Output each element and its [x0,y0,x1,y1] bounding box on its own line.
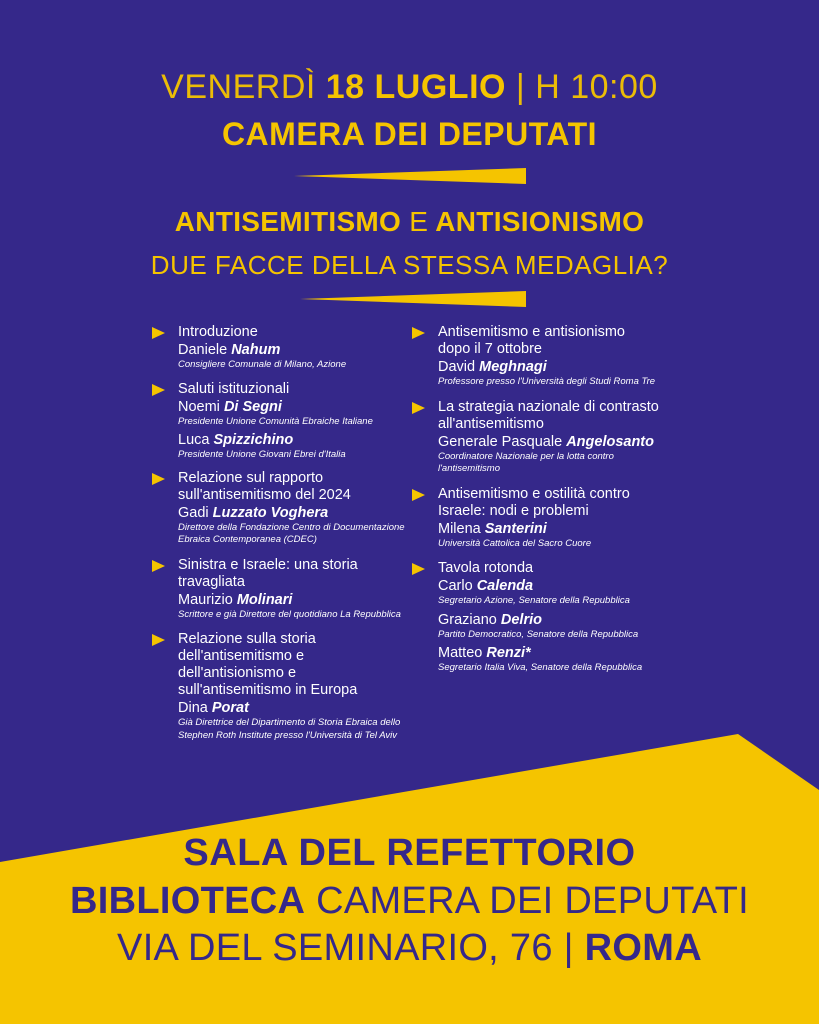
speaker-role-line: Direttore della Fondazione Centro di Documentazione [178,521,405,533]
date-separator: | [515,68,526,106]
speaker-role-line: Segretario Italia Viva, Senatore della Repubblica [438,662,643,673]
speaker-first-name: Gadi [178,504,209,521]
program-topic: all'antisemitismo [438,415,544,432]
address-separator: | [563,927,574,969]
speaker-role-line: Già Direttrice del Dipartimento di Storia Ebraica dello [178,717,401,728]
speaker-surname: Santerini [484,520,547,537]
speaker-role-line: l'antisemitismo [438,463,500,474]
speaker-surname: Di Segni [223,398,282,415]
speaker-surname: Molinari [236,591,293,608]
speaker-surname: Nahum [231,342,281,358]
location-city: ROMA [584,927,702,969]
event-date: 18 LUGLIO [325,68,506,106]
program-topic: Tavola rotonda [438,560,534,576]
speaker-first-name: Daniele [178,342,228,358]
speaker-role-line: Coordinatore Nazionale per la lotta contro [438,450,614,462]
speaker-first-name: Maurizio [178,591,233,608]
speaker-surname: Meghnagi [479,359,547,375]
speaker-role-line: Università Cattolica del Sacro Cuore [438,537,592,549]
title-term-1: ANTISEMITISMO [174,206,402,237]
program-topic: Saluti istituzionali [178,380,290,397]
program-topic: Antisemitismo e ostilità contro [438,485,630,502]
speaker-surname: Renzi* [486,645,531,661]
speaker-role-line: Segretario Azione, Senatore della Repubblica [438,595,630,606]
speaker-role-line: Presidente Unione Comunità Ebraiche Italiane [178,415,373,427]
program-topic: dopo il 7 ottobre [438,341,542,357]
speaker-role-line: Ebraica Contemporanea (CDEC) [178,534,317,545]
speaker-first-name: David [438,359,476,375]
speaker-first-name: Graziano [438,611,497,628]
speaker-role-line: Partito Democratico, Senatore della Repubblica [438,628,639,640]
conference-subtitle: DUE FACCE DELLA STESSA MEDAGLIA? [150,250,669,280]
program-topic: La strategia nazionale di contrasto [438,398,659,415]
speaker-first-name: Carlo [438,578,473,594]
program-topic: sull'antisemitismo in Europa [178,682,358,698]
speaker-surname: Angelosanto [566,433,654,450]
location-chamber: CAMERA DEI DEPUTATI [316,880,749,922]
speaker-role-line: Consigliere Comunale di Milano, Azione [178,359,347,370]
speaker-role-line: Presidente Unione Giovani Ebrei d'Italia [178,449,346,460]
program-topic: Sinistra e Israele: una storia [178,556,358,573]
program-topic: dell'antisionismo e [178,665,297,681]
speaker-first-name: Generale Pasquale [438,433,563,450]
speaker-first-name: Matteo [438,645,483,661]
location-library: BIBLIOTECA [70,880,306,922]
program-topic: Relazione sulla storia [178,631,316,647]
program-topic: travagliata [178,573,245,590]
program-topic: Relazione sul rapporto [178,469,324,486]
speaker-surname: Calenda [476,578,534,594]
speaker-role-line: Professore presso l'Università degli Studi Roma Tre [438,376,656,387]
program-topic: sull'antisemitismo del 2024 [178,486,351,503]
speaker-surname: Luzzato Voghera [212,504,329,521]
title-conjunction: E [409,206,429,237]
speaker-surname: Porat [211,700,249,716]
speaker-surname: Delrio [500,611,542,628]
speaker-surname: Spizzichino [213,432,294,448]
speaker-first-name: Dina [178,700,208,716]
location-room: SALA DEL REFETTORIO [183,832,636,874]
location-address [0,927,819,970]
location-street: VIA DEL SEMINARIO, 76 [117,927,553,969]
title-term-2: ANTISIONISMO [435,206,645,237]
speaker-first-name: Milena [438,520,481,537]
program-topic: Antisemitismo e antisionismo [438,324,625,340]
speaker-first-name: Luca [178,432,210,448]
speaker-role-line: Scrittore e già Direttore del quotidiano La Repubblica [178,608,401,620]
location-building [0,880,819,923]
speaker-role-line: Stephen Roth Institute presso l'Università di Tel Aviv [178,729,398,741]
event-venue: CAMERA DEI DEPUTATI [221,116,598,152]
program-topic: dell'antisemitismo e [178,648,305,664]
program-topic: Introduzione [178,324,258,340]
event-time: H 10:00 [535,68,658,106]
speaker-first-name: Noemi [178,398,220,415]
program-topic: Israele: nodi e problemi [438,502,589,519]
event-day: VENERDÌ [161,68,316,106]
